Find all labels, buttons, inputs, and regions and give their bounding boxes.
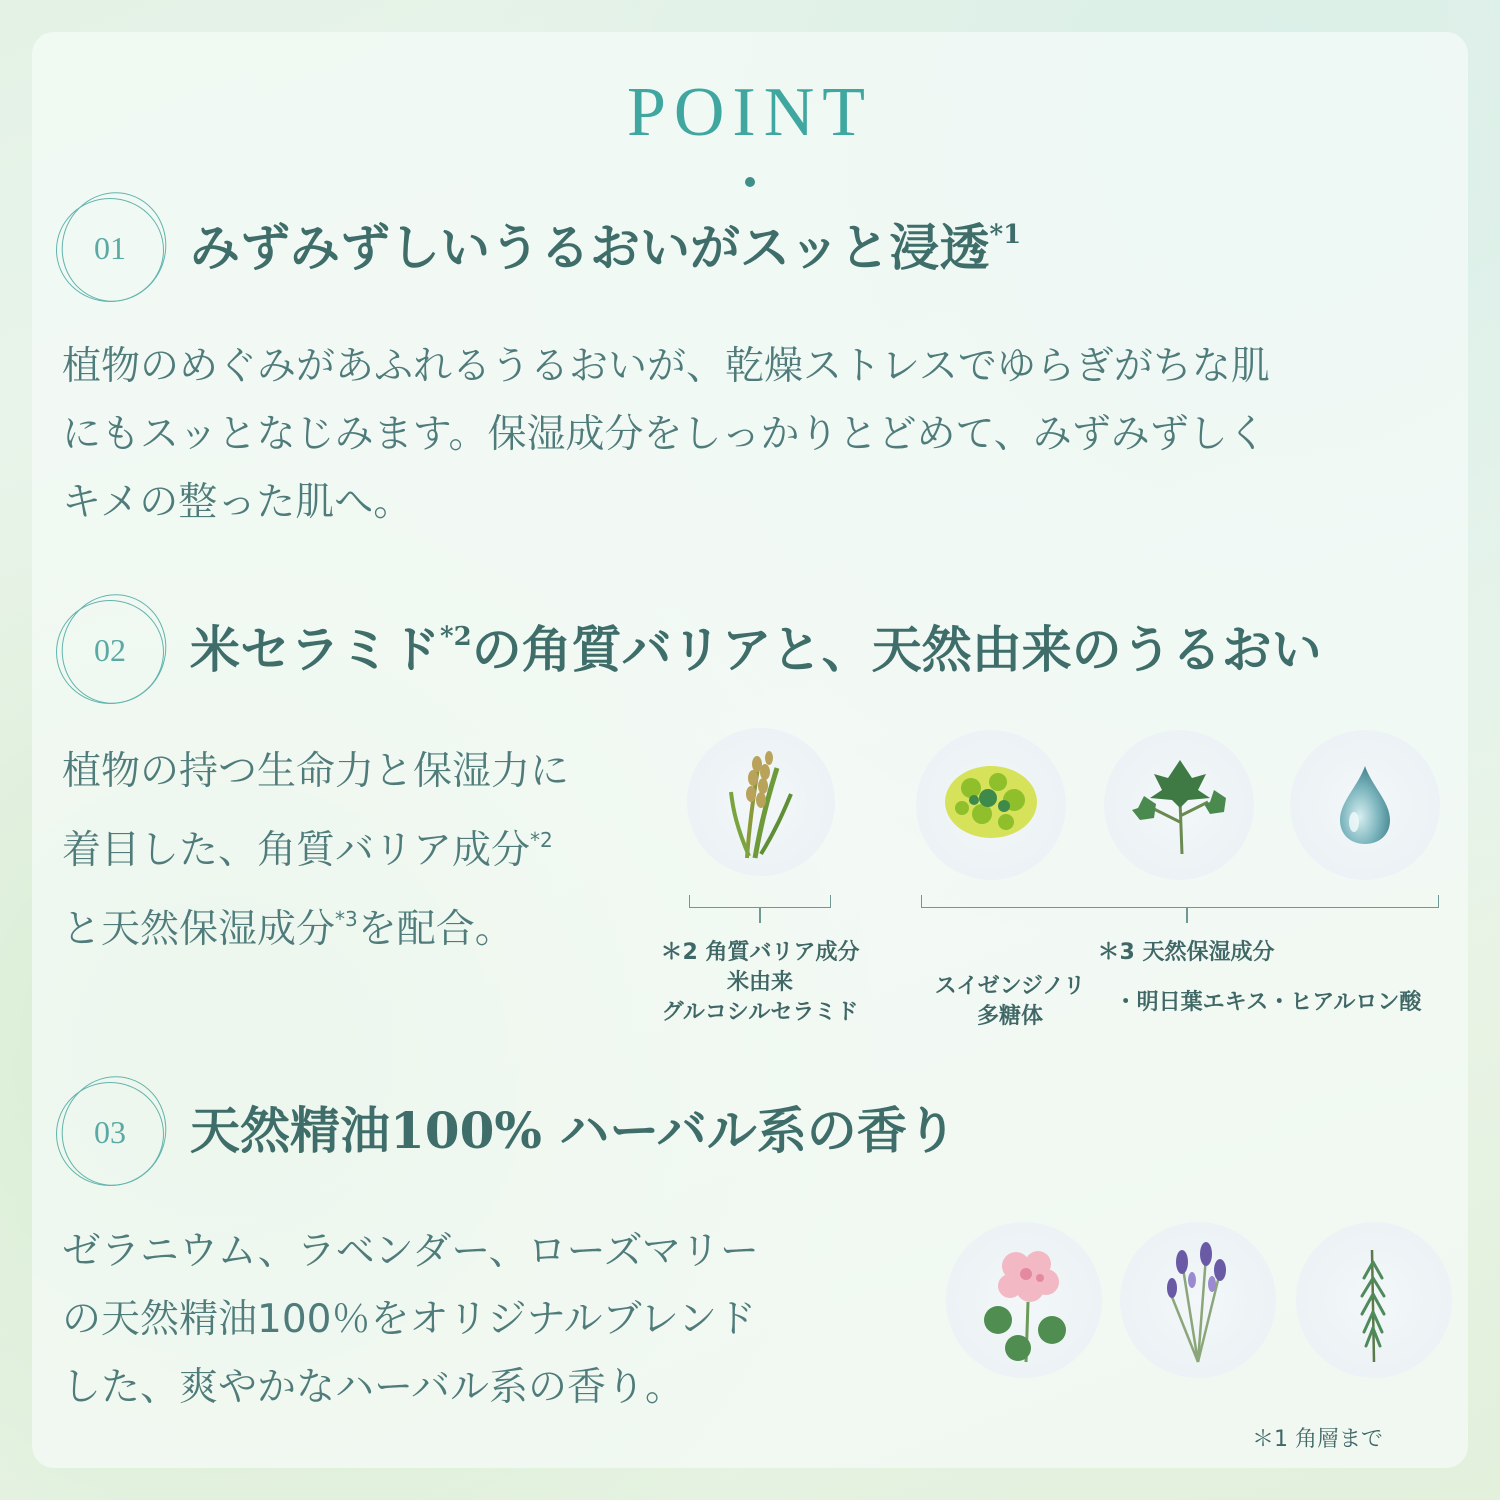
point-03-body: ゼラニウム、ラベンダー、ローズマリー の天然精油100％をオリジナルブレンド した、爽やかなハーバル系の香り。 [62, 1229, 759, 1410]
water-drop-icon [1290, 730, 1440, 880]
suizenjinori-icon [916, 730, 1066, 880]
point-01-heading [190, 218, 1022, 277]
note-barrier-ingredient [620, 938, 900, 1028]
point-02-body [62, 738, 682, 964]
note-other-ingredients: ・明日葉エキス・ヒアルロン酸 [1114, 990, 1422, 1015]
title-dot [745, 177, 755, 187]
body-line: 植物の持つ生命力と保湿力に [62, 749, 570, 794]
body-text: と天然保湿成分 [62, 907, 336, 952]
heading-text: みずみずしいうるおいがスッと浸透 [190, 218, 990, 277]
bracket-right [921, 895, 1439, 908]
ashitaba-leaf-icon [1104, 730, 1254, 880]
body-footnote-mark: *2 [530, 828, 553, 852]
body-text: を配合。 [357, 907, 514, 952]
heading-footnote-mark: *2 [440, 622, 472, 652]
bracket-right-stem [1186, 907, 1188, 923]
heading-footnote-mark: *1 [989, 220, 1022, 250]
point-number: 01 [94, 230, 126, 266]
body-line [62, 885, 682, 964]
point-01-body: 植物のめぐみがあふれるうるおいが、乾燥ストレスでゆらぎがちな肌 にもスッとなじみます。保湿成分をしっかりとどめて、みずみずしく キメの整った肌へ。 [62, 344, 1270, 525]
note-line: スイゼンジノリ [934, 974, 1086, 999]
body-footnote-mark: *3 [335, 907, 358, 931]
point-number: 02 [94, 632, 126, 668]
note-moisture-title: ＊3 天然保湿成分 [1097, 940, 1275, 965]
note-line: ＊2 角質バリア成分 [660, 940, 860, 965]
footnote: ＊1 角層まで [1252, 1427, 1383, 1452]
note-line: 米由来 [726, 970, 793, 995]
body-line [62, 806, 682, 885]
page-title: POINT [626, 74, 874, 151]
geranium-icon [946, 1222, 1102, 1378]
heading-text: 米セラミド [190, 620, 440, 679]
rice-icon [687, 728, 835, 876]
note-suizenjinori [900, 972, 1120, 1032]
note-line: 多糖体 [976, 1004, 1043, 1029]
point-03-heading: 天然精油100% ハーバル系の香り [190, 1101, 957, 1160]
point-03-badge [52, 1074, 168, 1190]
point-02-heading [190, 620, 1322, 679]
rosemary-icon [1296, 1222, 1452, 1378]
bracket-left-stem [759, 907, 761, 923]
point-01-badge [52, 190, 168, 306]
point-02-badge [52, 592, 168, 708]
body-text: 着目した、角質バリア成分 [62, 828, 531, 873]
point-number: 03 [94, 1114, 126, 1150]
note-line: グルコシルセラミド [661, 1000, 859, 1025]
heading-text: の角質バリアと、天然由来のうるおい [471, 620, 1322, 679]
lavender-icon [1120, 1222, 1276, 1378]
